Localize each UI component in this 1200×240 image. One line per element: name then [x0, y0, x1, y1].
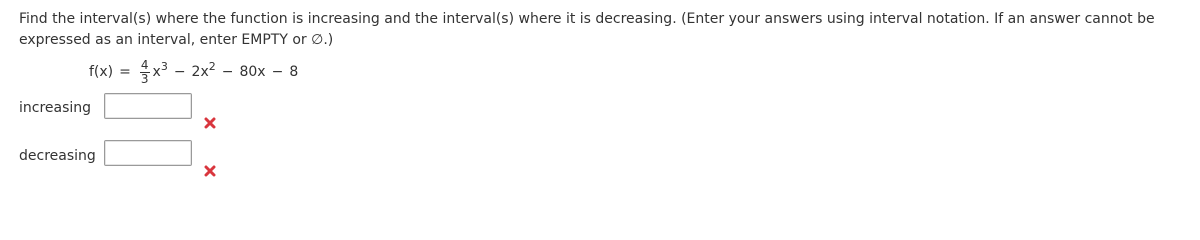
increasing-label: increasing [19, 100, 92, 116]
formula-op2: − [221, 64, 234, 80]
formula-equals: = [119, 64, 131, 80]
formula-op1: − [173, 64, 186, 80]
formula-op3: − [271, 64, 284, 80]
question-text: Find the interval(s) where the function is increasing and the interval(s) where it is decreasing. (Enter your answers using interval notation. If an answer cannot be expressed as an interval, enter EMPTY or ∅.) [19, 11, 1155, 48]
function-formula [89, 52, 298, 92]
term2-base: 2x [191, 64, 209, 80]
fraction-denominator: 3 [140, 71, 149, 86]
decreasing-label: decreasing [19, 148, 96, 164]
formula-term2 [191, 60, 216, 80]
formula-term4: 8 [289, 64, 299, 80]
term1-exponent: 3 [160, 60, 168, 73]
formula-fraction [140, 59, 150, 86]
x-mark-icon [204, 117, 216, 129]
formula-term1 [152, 60, 168, 80]
increasing-input[interactable] [104, 93, 192, 119]
formula-term3: 80x [239, 64, 266, 80]
x-mark-icon [204, 165, 216, 177]
fraction-numerator: 4 [140, 57, 149, 72]
term1-base: x [152, 64, 161, 80]
formula-lhs: f(x) [89, 64, 114, 80]
decreasing-input[interactable] [104, 140, 192, 166]
term2-exponent: 2 [208, 60, 216, 73]
